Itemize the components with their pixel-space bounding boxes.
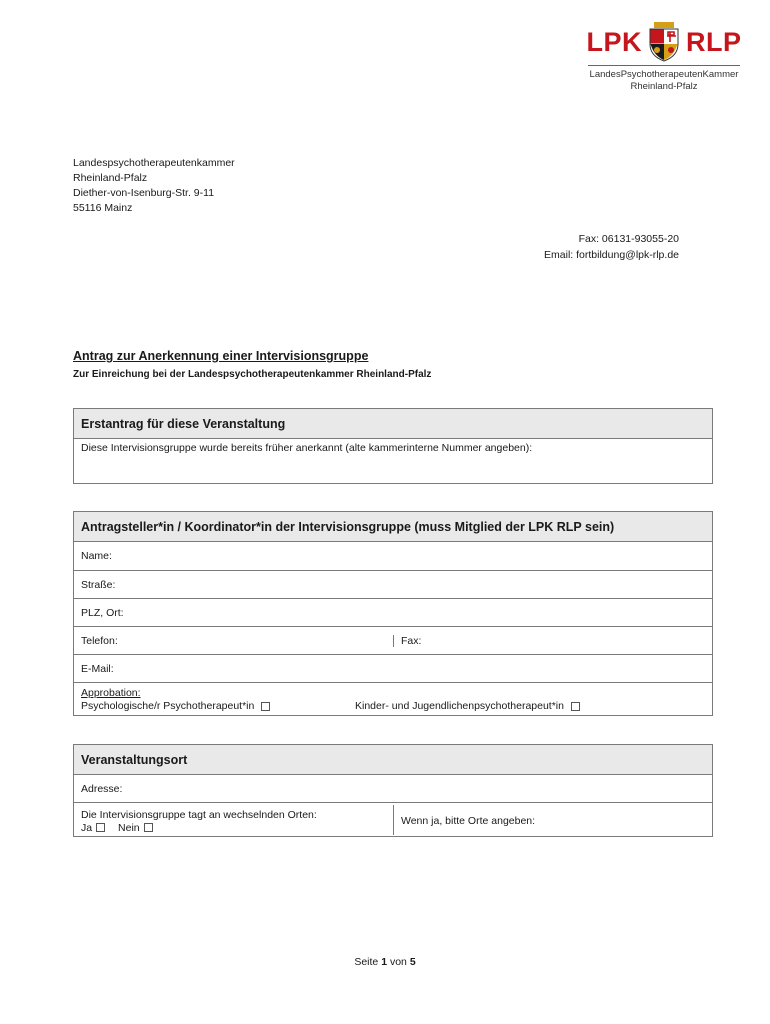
yes-checkbox[interactable]	[96, 823, 105, 832]
no-label: Nein	[118, 821, 140, 834]
logo-divider	[588, 65, 740, 66]
fax-number: Fax: 06131-93055-20	[578, 233, 679, 245]
street-field[interactable]	[74, 571, 712, 599]
email-label: E-Mail:	[81, 662, 114, 675]
email-address: Email: fortbildung@lpk-rlp.de	[544, 249, 679, 261]
section-heading: Veranstaltungsort	[74, 745, 712, 775]
phone-fax-row	[74, 627, 712, 655]
page-prefix: Seite	[354, 956, 379, 968]
approbation-label: Approbation:	[81, 687, 141, 699]
places-label: Wenn ja, bitte Orte angeben:	[401, 815, 536, 827]
phone-field[interactable]	[74, 635, 394, 647]
kjp-checkbox[interactable]	[571, 702, 580, 711]
section-applicant	[73, 511, 713, 716]
yes-no-options	[81, 822, 153, 835]
option-psych-label: Psychologische/r Psychotherapeut*in	[81, 700, 255, 712]
address-line: Landespsychotherapeutenkammer	[73, 157, 235, 169]
logo-text-left: LPK	[586, 26, 642, 57]
fax-label: Fax:	[401, 634, 422, 647]
option-kjp-label: Kinder- und Jugendlichenpsychotherapeut*in	[355, 700, 564, 712]
name-field[interactable]	[74, 542, 712, 571]
location-address-field[interactable]	[74, 775, 712, 803]
address-line: 55116 Mainz	[73, 202, 133, 214]
section-location	[73, 744, 713, 837]
page-total: 5	[409, 956, 416, 968]
prior-recognition-label: Diese Intervisionsgruppe wurde bereits früher anerkannt (alte kammerinterne Nummer angeben):	[81, 442, 533, 454]
lpk-logo	[584, 22, 744, 93]
no-checkbox[interactable]	[144, 823, 153, 832]
logo-subtitle-2: Rheinland-Pfalz	[630, 81, 698, 92]
coat-of-arms-icon	[646, 22, 682, 62]
phone-label: Telefon:	[81, 634, 118, 647]
page-middle: von	[389, 956, 407, 968]
fax-field[interactable]	[394, 635, 428, 647]
page-footer	[0, 956, 770, 968]
option-kjp	[355, 700, 580, 713]
logo-subtitle-1: LandesPsychotherapeutenKammer	[589, 69, 739, 80]
prior-recognition-field[interactable]	[74, 439, 712, 483]
document-title: Antrag zur Anerkennung einer Intervisionsgruppe	[73, 349, 369, 363]
section-first-application	[73, 408, 713, 484]
section-heading: Erstantrag für diese Veranstaltung	[74, 409, 712, 439]
places-field[interactable]	[394, 811, 542, 828]
contact-block	[544, 231, 679, 263]
name-label: Name:	[81, 550, 112, 562]
email-field[interactable]	[74, 655, 712, 683]
document-subtitle: Zur Einreichung bei der Landespsychotherapeutenkammer Rheinland-Pfalz	[73, 369, 432, 380]
changing-places-row	[74, 803, 712, 836]
recipient-address	[73, 156, 235, 216]
yes-label: Ja	[81, 821, 93, 834]
approbation-options	[81, 700, 705, 713]
logo-text-right: RLP	[686, 26, 742, 57]
location-address-label: Adresse:	[81, 782, 123, 795]
address-line: Rheinland-Pfalz	[73, 172, 148, 184]
psych-checkbox[interactable]	[261, 702, 270, 711]
street-label: Straße:	[81, 578, 116, 591]
city-label: PLZ, Ort:	[81, 606, 124, 619]
changing-places-cell	[74, 805, 394, 835]
approbation-row	[74, 683, 712, 715]
changing-places-label: Die Intervisionsgruppe tagt an wechselnden Orten:	[81, 808, 317, 821]
page-number: 1	[381, 956, 388, 968]
city-field[interactable]	[74, 599, 712, 627]
address-line: Diether-von-Isenburg-Str. 9-11	[73, 187, 215, 199]
section-heading: Antragsteller*in / Koordinator*in der Intervisionsgruppe (muss Mitglied der LPK RLP sein)	[74, 512, 712, 542]
option-psych	[81, 700, 355, 713]
